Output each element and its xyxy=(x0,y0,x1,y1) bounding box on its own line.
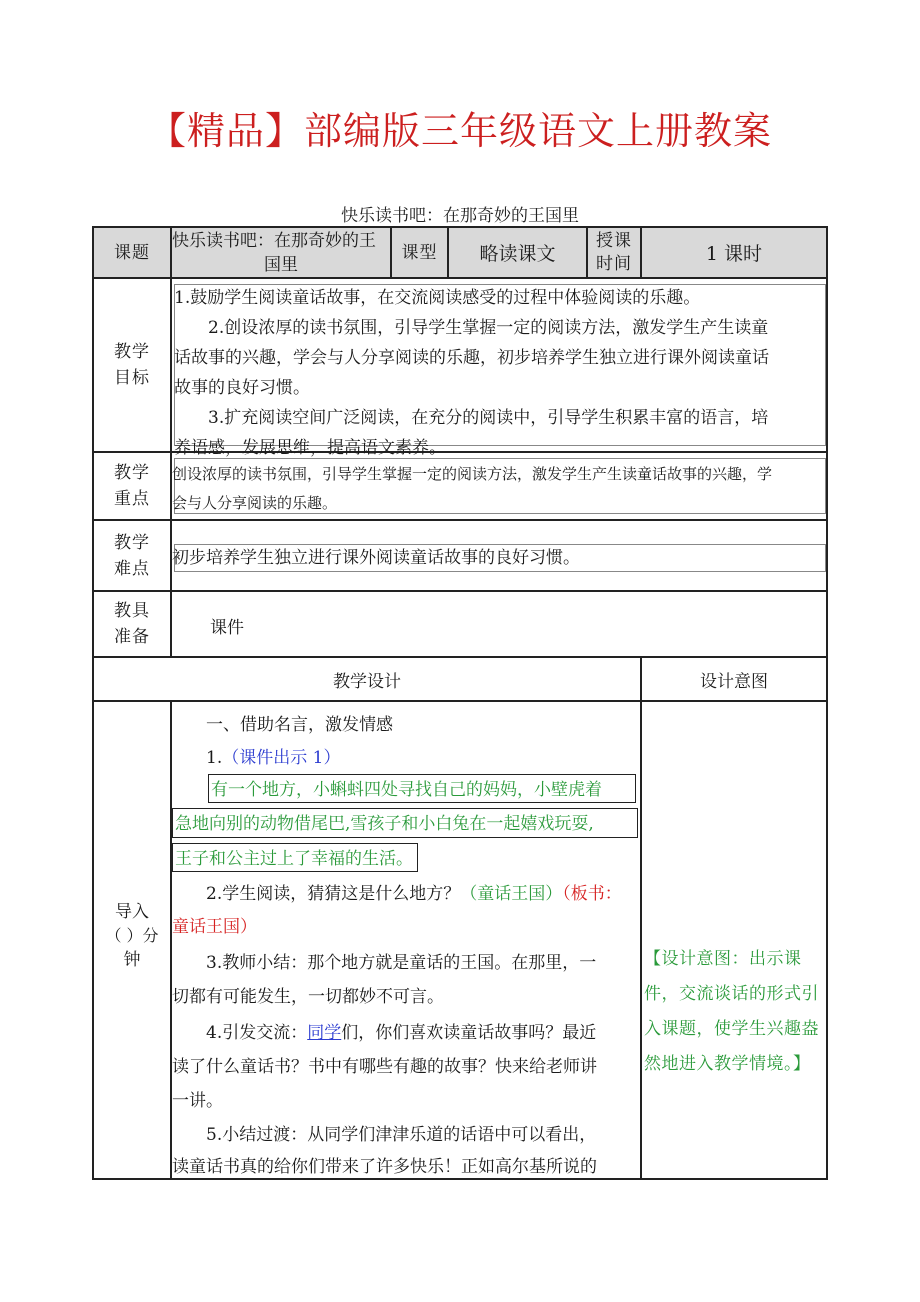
section-label-line2: （ ）分 xyxy=(105,926,159,945)
tools-label-cell xyxy=(94,592,170,656)
quote-box-line2: 急地向别的动物借尾巴,雪孩子和小白兔在一起嬉戏玩耍, xyxy=(172,808,638,838)
key-points-label-line1: 教学 xyxy=(114,463,150,483)
design-intent-content xyxy=(644,942,828,1082)
key-points-line: 创设浓厚的读书氛围，引导学生掌握一定的阅读方法，激发学生产生读童话故事的兴趣，学 xyxy=(172,465,773,483)
goal-line: 养语感，发展思维，提高语文素养。 xyxy=(174,438,446,458)
col-divider xyxy=(640,656,642,1180)
step-2 xyxy=(206,879,622,904)
goals-label-line1: 教学 xyxy=(114,342,150,362)
type-value: 略读课文 xyxy=(479,243,556,265)
section-label-line3: 钟 xyxy=(123,950,141,970)
row-divider xyxy=(94,519,826,521)
lesson-plan-table xyxy=(92,226,828,1180)
step-4-line1 xyxy=(206,1018,596,1043)
intent-header-label: 设计意图 xyxy=(700,671,768,692)
type-label-cell xyxy=(392,228,447,277)
difficulties-label-line2: 难点 xyxy=(114,558,150,579)
quote-box-line1: 有一个地方，小蝌蚪四处寻找自己的妈妈，小壁虎着 xyxy=(208,774,636,803)
goal-line: 1.鼓励学生阅读童话故事，在交流阅读感受的过程中体验阅读的乐趣。 xyxy=(174,288,701,308)
row-divider xyxy=(94,277,826,279)
topic-label-cell xyxy=(94,228,170,277)
classmates-link[interactable]: 同学 xyxy=(307,1023,342,1043)
step-3-line2: 切都有可能发生，一切都妙不可言。 xyxy=(172,987,444,1007)
difficulties-text: 初步培养学生独立进行课外阅读童话故事的良好习惯。 xyxy=(172,548,580,568)
step-2-text: 2.学生阅读，猜猜这是什么地方？ xyxy=(206,884,461,904)
topic-value-line2: 国里 xyxy=(264,255,298,275)
time-label-cell xyxy=(588,228,640,277)
step-1-number: 1. xyxy=(206,748,223,768)
step-1 xyxy=(206,743,340,768)
time-label-line1: 授课 xyxy=(596,230,632,251)
goal-line: 话故事的兴趣，学会与人分享阅读的乐趣，初步培养学生独立进行课外阅读童话 xyxy=(174,348,769,368)
step-4-suffix: 们，你们喜欢读童话故事吗？最近 xyxy=(341,1023,597,1043)
goal-line: 故事的良好习惯。 xyxy=(174,378,310,398)
goals-label-cell xyxy=(94,279,170,451)
section-content xyxy=(172,702,640,1178)
goals-content xyxy=(174,283,826,458)
type-value-cell xyxy=(449,228,586,277)
goal-line: 2.创设浓厚的读书氛围，引导学生掌握一定的阅读方法，激发学生产生读童 xyxy=(208,318,769,338)
row-divider xyxy=(94,590,826,592)
step-1-courseware: （课件出示 1） xyxy=(222,748,341,768)
tools-label-line1: 教具 xyxy=(114,601,150,621)
key-points-label-cell xyxy=(94,453,170,519)
step-2-answer: （童话王国） xyxy=(460,884,563,904)
time-value-cell xyxy=(642,228,826,277)
tools-label-line2: 准备 xyxy=(114,627,150,647)
intent-line: 件，交流谈话的形式引 xyxy=(644,984,819,1004)
tools-content xyxy=(210,613,244,638)
step-2-board-note: （板书： xyxy=(562,884,622,904)
difficulties-label-line1: 教学 xyxy=(114,532,150,553)
intent-header-cell xyxy=(642,658,826,700)
design-header-label: 教学设计 xyxy=(333,671,401,692)
topic-label: 课题 xyxy=(114,242,150,263)
goals-label-line2: 目标 xyxy=(114,368,150,388)
key-points-label-line2: 重点 xyxy=(114,489,150,509)
section-label-line1: 导入 xyxy=(115,902,149,922)
intent-line: 【设计意图：出示课 xyxy=(644,949,802,969)
key-points-line: 会与人分享阅读的乐趣。 xyxy=(172,494,338,512)
intent-line: 然地进入教学情境。】 xyxy=(644,1054,811,1074)
goal-line: 3.扩充阅读空间广泛阅读，在充分的阅读中，引导学生积累丰富的语言，培 xyxy=(208,408,769,428)
time-label-line2: 时间 xyxy=(596,253,632,274)
step-3-line1: 3.教师小结：那个地方就是童话的王国。在那里，一 xyxy=(206,953,597,973)
step-5-line1: 5.小结过渡：从同学们津津乐道的话语中可以看出， xyxy=(206,1125,597,1145)
difficulties-content xyxy=(172,543,826,573)
step-2-board-note-cont: 童话王国） xyxy=(172,917,257,937)
step-4-line2: 读了什么童话书？书中有哪些有趣的故事？快来给老师讲 xyxy=(172,1057,597,1077)
document-title: 【精品】部编版三年级语文上册教案 xyxy=(147,109,772,153)
tools-text: 课件 xyxy=(210,618,244,638)
difficulties-label-cell xyxy=(94,521,170,590)
lesson-subtitle: 快乐读书吧：在那奇妙的王国里 xyxy=(341,206,579,226)
intent-line: 入课题，使学生兴趣盎 xyxy=(644,1019,819,1039)
section-heading: 一、借助名言，激发情感 xyxy=(206,715,393,735)
section-label-cell xyxy=(94,900,170,972)
step-4-line3: 一讲。 xyxy=(172,1091,223,1111)
type-label: 课型 xyxy=(401,242,438,263)
topic-value-cell xyxy=(172,228,390,277)
topic-value-line1: 快乐读书吧：在那奇妙的王 xyxy=(172,231,376,251)
step-4-prefix: 4.引发交流： xyxy=(206,1023,308,1043)
step-5-line2: 读童话书真的给你们带来了许多快乐！正如高尔基所说的 xyxy=(172,1157,597,1177)
quote-box-line3: 王子和公主过上了幸福的生活。 xyxy=(172,843,418,872)
design-header-cell xyxy=(94,658,640,700)
key-points-content xyxy=(172,460,826,518)
time-value: 1 课时 xyxy=(705,243,763,265)
